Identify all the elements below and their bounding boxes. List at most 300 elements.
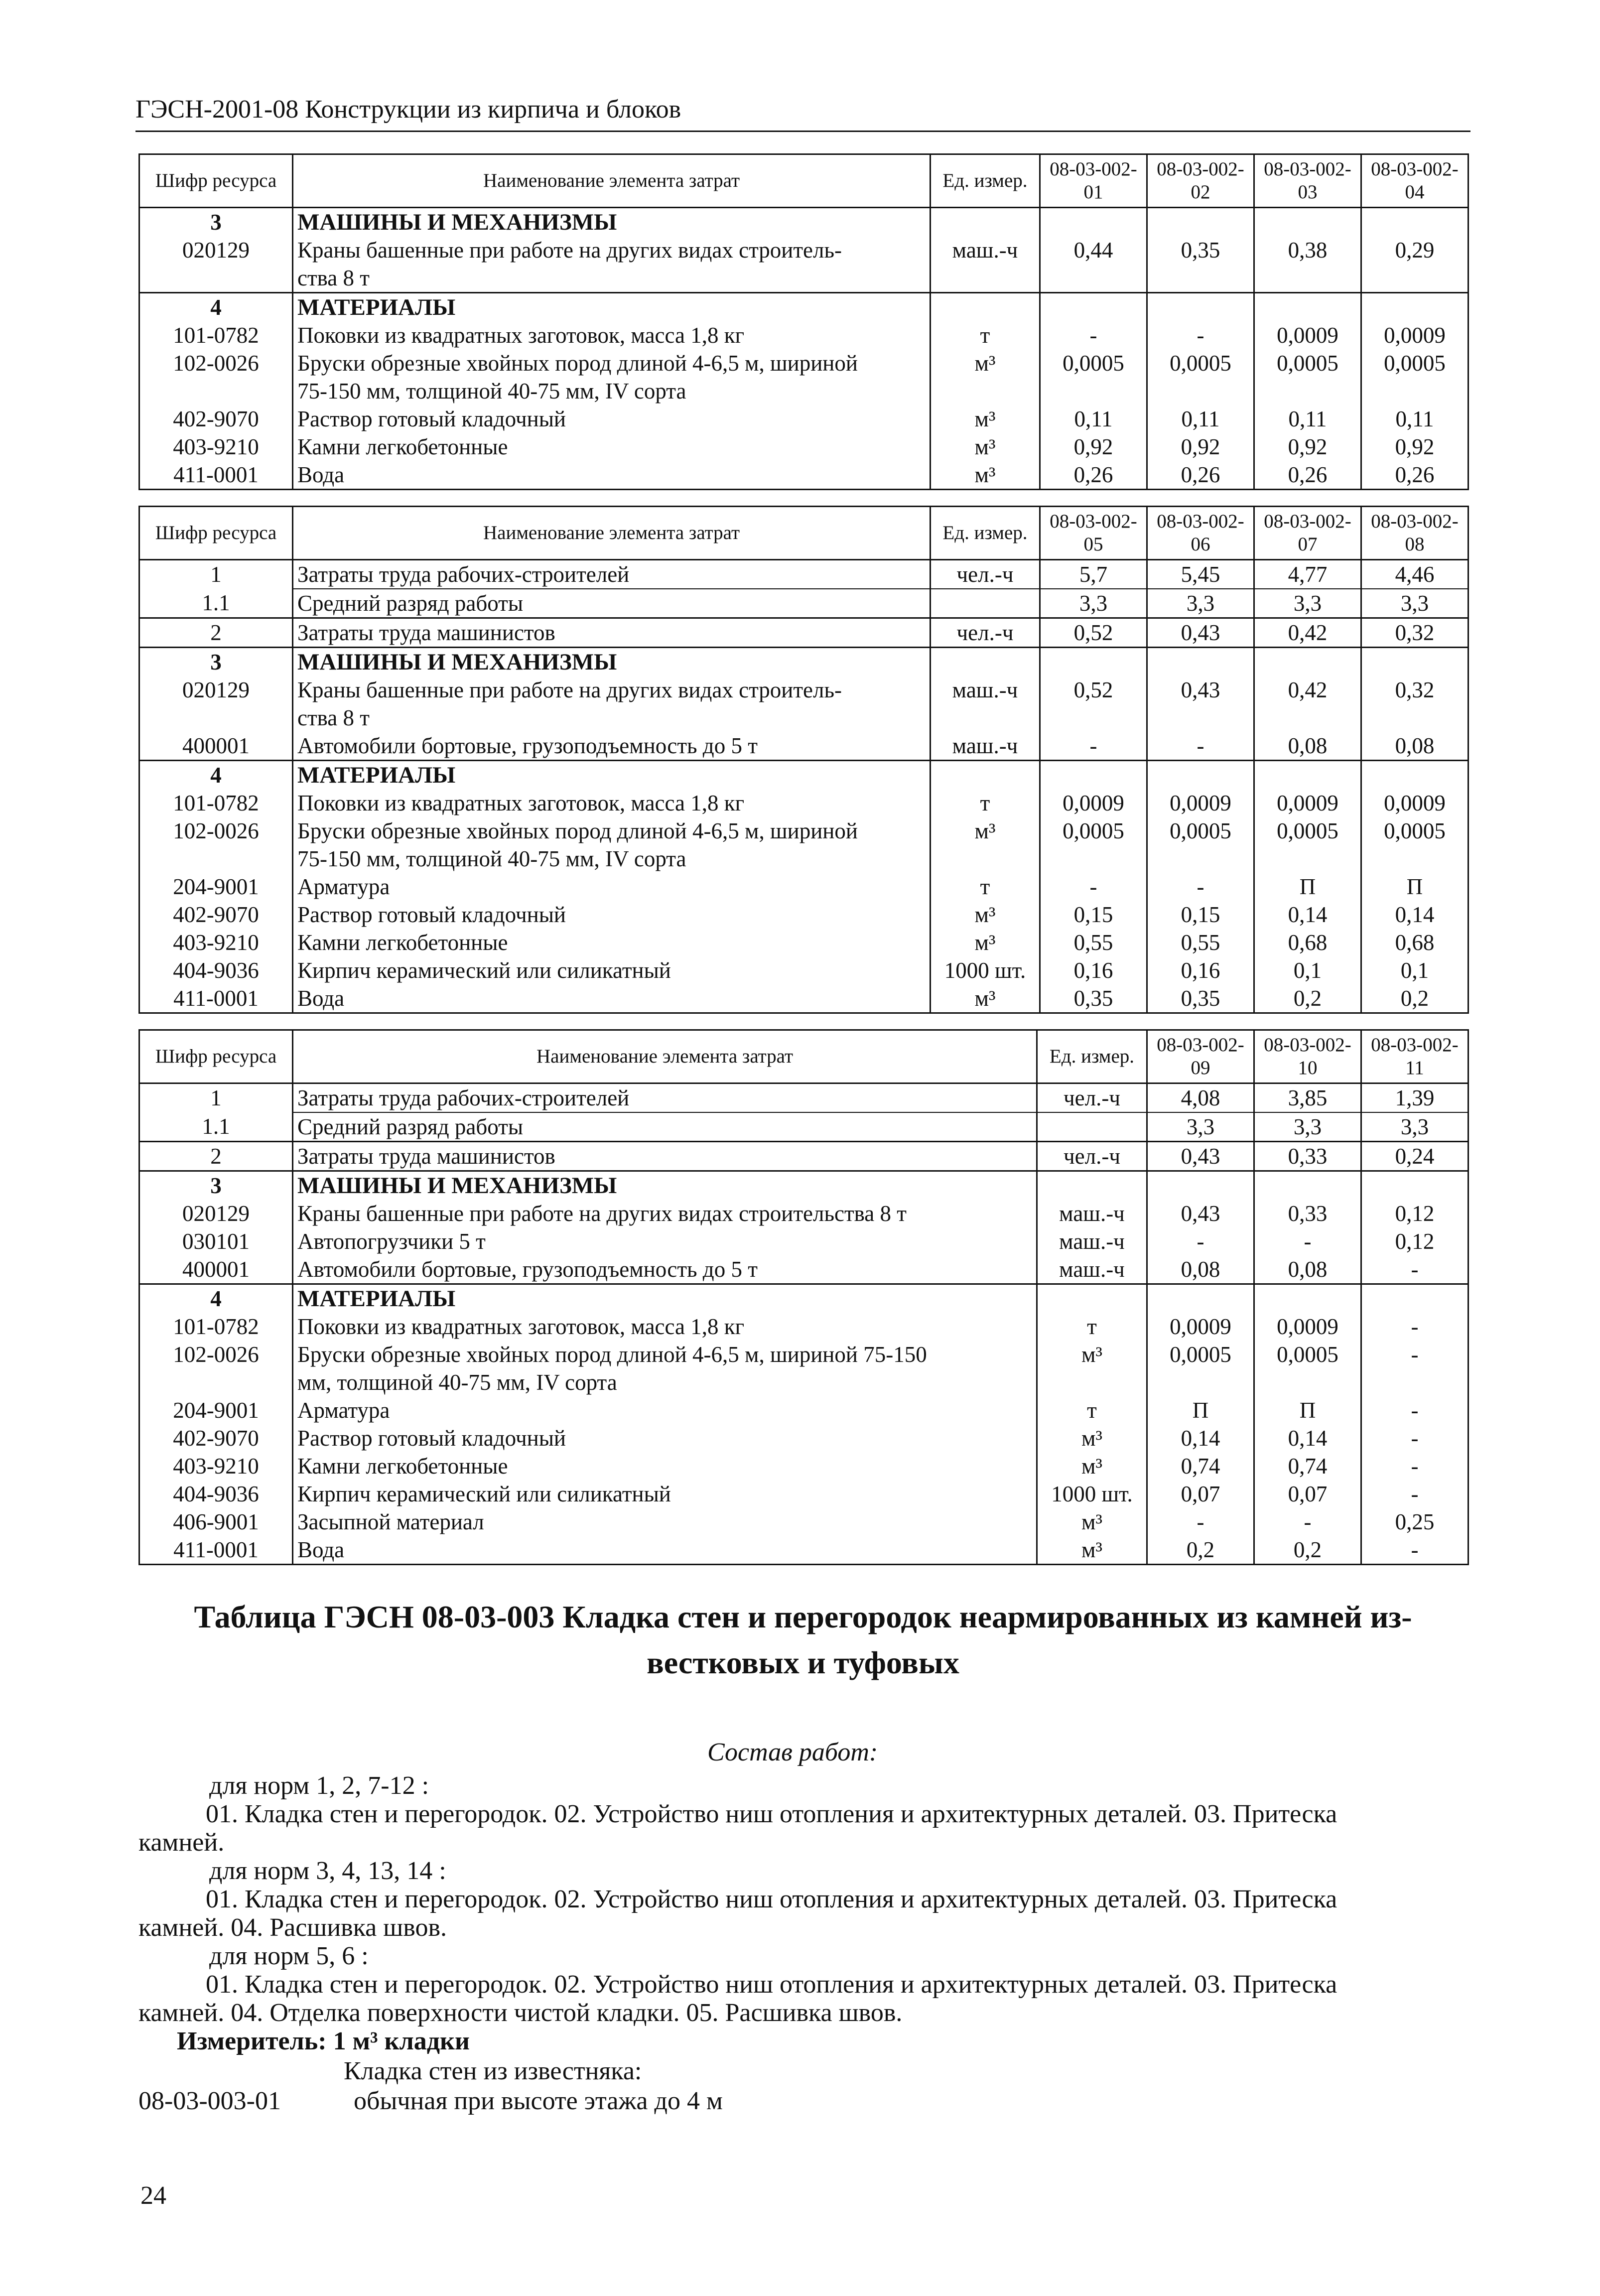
value-cell: - xyxy=(1361,1536,1468,1565)
resource-code-cell xyxy=(139,1368,293,1396)
resource-code-cell xyxy=(139,845,293,873)
resource-name-cell: Автомобили бортовые, грузоподъемность до 5 т xyxy=(293,732,931,761)
resource-code-cell: 4 xyxy=(139,293,293,322)
value-cell: 0,43 xyxy=(1147,1142,1254,1171)
resource-name-cell: 75-150 мм, толщиной 40-75 мм, IV сорта xyxy=(293,845,931,873)
value-cell: 0,0009 xyxy=(1254,789,1361,817)
value-cell: - xyxy=(1361,1341,1468,1368)
value-cell: 0,11 xyxy=(1040,405,1147,433)
resource-code-cell: 102-0026 xyxy=(139,1341,293,1368)
unit-cell: м³ xyxy=(931,349,1040,377)
value-cell: 0,2 xyxy=(1254,984,1361,1013)
value-cell: 0,92 xyxy=(1040,433,1147,461)
table-row xyxy=(139,1313,1468,1341)
resource-name-cell: Камни легкобетонные xyxy=(293,1452,1037,1480)
resource-name-cell: МАШИНЫ И МЕХАНИЗМЫ xyxy=(293,648,931,676)
value-cell: 0,29 xyxy=(1361,236,1468,264)
unit-cell xyxy=(1037,1171,1147,1200)
unit-cell: м³ xyxy=(931,901,1040,929)
value-cell: 0,1 xyxy=(1361,956,1468,984)
unit-cell: чел.-ч xyxy=(931,618,1040,648)
value-cell: 1,39 xyxy=(1361,1083,1468,1113)
table-row xyxy=(139,1142,1468,1171)
resource-code-cell: 101-0782 xyxy=(139,1313,293,1341)
value-cell: - xyxy=(1361,1424,1468,1452)
value-cell: 0,14 xyxy=(1254,1424,1361,1452)
resource-code-cell: 3 xyxy=(139,648,293,676)
resource-code-cell: 204-9001 xyxy=(139,1396,293,1424)
table-row xyxy=(139,405,1468,433)
resource-code-cell: 1.1 xyxy=(139,1112,293,1142)
resource-code-cell: 406-9001 xyxy=(139,1508,293,1536)
value-cell: 0,08 xyxy=(1254,732,1361,761)
table-title-line-2: вестковых и туфовых xyxy=(647,1645,959,1680)
value-cell: 0,11 xyxy=(1147,405,1254,433)
table-row xyxy=(139,461,1468,490)
table-row xyxy=(139,817,1468,845)
table-row xyxy=(139,1452,1468,1480)
table-row xyxy=(139,1536,1468,1565)
table-row xyxy=(139,377,1468,405)
resource-name-cell: Арматура xyxy=(293,873,931,901)
value-cell: 0,92 xyxy=(1361,433,1468,461)
value-cell: 0,16 xyxy=(1147,956,1254,984)
value-cell xyxy=(1254,1368,1361,1396)
value-cell: 0,0005 xyxy=(1254,1341,1361,1368)
value-cell: 0,07 xyxy=(1254,1480,1361,1508)
column-header-name: Наименование элемента затрат xyxy=(293,507,931,560)
value-cell: 0,92 xyxy=(1147,433,1254,461)
resource-name-cell: мм, толщиной 40-75 мм, IV сорта xyxy=(293,1368,1037,1396)
resource-name-cell: Автопогрузчики 5 т xyxy=(293,1227,1037,1255)
unit-cell xyxy=(1037,1368,1147,1396)
table-row xyxy=(139,560,1468,589)
value-cell: 0,1 xyxy=(1254,956,1361,984)
resource-name-cell: Затраты труда машинистов xyxy=(293,1142,1037,1171)
value-cell xyxy=(1040,264,1147,293)
value-cell: 0,55 xyxy=(1147,929,1254,956)
resource-code-cell: 403-9210 xyxy=(139,433,293,461)
section-row xyxy=(139,648,1468,676)
value-cell: 0,0005 xyxy=(1040,817,1147,845)
norm-code: 08-03-003-01 xyxy=(138,2087,281,2115)
value-cell xyxy=(1361,1284,1468,1313)
resource-name-cell: Краны башенные при работе на других видах строитель- xyxy=(293,236,931,264)
group-3-label: для норм 5, 6 : xyxy=(209,1942,369,1970)
unit-cell: м³ xyxy=(1037,1341,1147,1368)
value-cell xyxy=(1147,1171,1254,1200)
unit-cell xyxy=(931,589,1040,618)
table-row xyxy=(139,1112,1468,1142)
resource-name-cell: Раствор готовый кладочный xyxy=(293,405,931,433)
unit-cell: м³ xyxy=(1037,1424,1147,1452)
unit-cell: чел.-ч xyxy=(1037,1083,1147,1113)
resource-code-cell: 2 xyxy=(139,618,293,648)
resource-code-cell: 101-0782 xyxy=(139,321,293,349)
resource-name-cell: МАТЕРИАЛЫ xyxy=(293,293,931,322)
norm-description: обычная при высоте этажа до 4 м xyxy=(354,2087,723,2115)
measure-label: Измеритель: xyxy=(177,2027,327,2055)
value-cell: 0,14 xyxy=(1147,1424,1254,1452)
value-cell: 0,0009 xyxy=(1361,789,1468,817)
group-3-line-2: камней. 04. Отделка поверхности чистой кладки. 05. Расшивка швов. xyxy=(138,1999,903,2027)
resource-name-cell: Краны башенные при работе на других видах строительства 8 т xyxy=(293,1200,1037,1227)
value-cell: 0,0005 xyxy=(1254,349,1361,377)
table-row xyxy=(139,956,1468,984)
resource-name-cell: Вода xyxy=(293,984,931,1013)
resource-code-cell xyxy=(139,704,293,732)
value-cell: 3,3 xyxy=(1040,589,1147,618)
resource-code-cell: 411-0001 xyxy=(139,461,293,490)
resource-code-cell: 3 xyxy=(139,208,293,237)
value-cell: 0,32 xyxy=(1361,618,1468,648)
resource-code-cell: 102-0026 xyxy=(139,349,293,377)
section-row xyxy=(139,1171,1468,1200)
unit-cell: м³ xyxy=(931,405,1040,433)
value-cell: П xyxy=(1147,1396,1254,1424)
value-cell: - xyxy=(1040,321,1147,349)
value-cell xyxy=(1361,293,1468,322)
value-cell xyxy=(1361,761,1468,790)
resource-code-cell: 1.1 xyxy=(139,589,293,618)
value-cell: 0,92 xyxy=(1254,433,1361,461)
value-cell xyxy=(1040,648,1147,676)
resource-table-1 xyxy=(138,153,1469,490)
table-row xyxy=(139,1083,1468,1113)
value-cell: 0,43 xyxy=(1147,618,1254,648)
table-row xyxy=(139,264,1468,293)
value-cell xyxy=(1040,845,1147,873)
value-cell xyxy=(1040,704,1147,732)
value-cell: 0,26 xyxy=(1361,461,1468,490)
resource-code-cell: 020129 xyxy=(139,1200,293,1227)
value-cell: 0,08 xyxy=(1361,732,1468,761)
value-cell: 0,0009 xyxy=(1254,321,1361,349)
resource-code-cell: 411-0001 xyxy=(139,984,293,1013)
resource-name-cell: Вода xyxy=(293,461,931,490)
value-cell: 5,7 xyxy=(1040,560,1147,589)
value-cell: 0,0009 xyxy=(1361,321,1468,349)
unit-cell: маш.-ч xyxy=(931,236,1040,264)
unit-cell: м³ xyxy=(1037,1508,1147,1536)
value-cell xyxy=(1254,293,1361,322)
value-cell xyxy=(1254,648,1361,676)
column-header-unit: Ед. измер. xyxy=(931,507,1040,560)
resource-code-cell: 400001 xyxy=(139,732,293,761)
section-row xyxy=(139,208,1468,237)
value-cell: 3,3 xyxy=(1147,1112,1254,1142)
value-cell: 0,2 xyxy=(1147,1536,1254,1565)
table-row xyxy=(139,1368,1468,1396)
value-cell: 0,07 xyxy=(1147,1480,1254,1508)
table-row xyxy=(139,732,1468,761)
table-row xyxy=(139,321,1468,349)
resource-code-cell: 402-9070 xyxy=(139,901,293,929)
group-2-line-1: 01. Кладка стен и перегородок. 02. Устройство ниш отопления и архитектурных деталей. 03. Притеска xyxy=(206,1885,1337,1913)
table-title xyxy=(135,1594,1470,1686)
table-row xyxy=(139,1227,1468,1255)
unit-cell: м³ xyxy=(931,984,1040,1013)
value-cell: 0,0005 xyxy=(1361,817,1468,845)
resource-code-cell: 102-0026 xyxy=(139,817,293,845)
resource-code-cell: 1 xyxy=(139,560,293,589)
value-cell: 0,0009 xyxy=(1147,1313,1254,1341)
resource-name-cell: Средний разряд работы xyxy=(293,1112,1037,1142)
section-row xyxy=(139,1284,1468,1313)
resource-name-cell: МАТЕРИАЛЫ xyxy=(293,761,931,790)
value-cell: 0,74 xyxy=(1147,1452,1254,1480)
value-cell xyxy=(1147,1368,1254,1396)
value-cell: 3,3 xyxy=(1361,589,1468,618)
value-cell: - xyxy=(1147,873,1254,901)
unit-cell: чел.-ч xyxy=(1037,1142,1147,1171)
resource-code-cell xyxy=(139,264,293,293)
resource-name-cell: Краны башенные при работе на других видах строитель- xyxy=(293,676,931,704)
unit-cell xyxy=(931,845,1040,873)
table-row xyxy=(139,676,1468,704)
value-cell: - xyxy=(1361,1396,1468,1424)
resource-name-cell: Автомобили бортовые, грузоподъемность до 5 т xyxy=(293,1255,1037,1284)
section-row xyxy=(139,761,1468,790)
value-cell: 0,14 xyxy=(1254,901,1361,929)
column-header-norm: 08-03-002-01 xyxy=(1040,154,1147,208)
value-cell: 0,68 xyxy=(1361,929,1468,956)
table-title-line-1: Таблица ГЭСН 08-03-003 Кладка стен и перегородок неармированных из камней из- xyxy=(194,1599,1412,1634)
column-header-unit: Ед. измер. xyxy=(931,154,1040,208)
value-cell: 3,3 xyxy=(1254,1112,1361,1142)
value-cell xyxy=(1254,1171,1361,1200)
resource-code-cell: 2 xyxy=(139,1142,293,1171)
group-1-line-1: 01. Кладка стен и перегородок. 02. Устройство ниш отопления и архитектурных деталей. 03. Притеска xyxy=(206,1800,1337,1828)
value-cell: 0,2 xyxy=(1254,1536,1361,1565)
table-row xyxy=(139,1508,1468,1536)
value-cell: 0,14 xyxy=(1361,901,1468,929)
value-cell xyxy=(1254,704,1361,732)
value-cell: 0,24 xyxy=(1361,1142,1468,1171)
resource-code-cell: 404-9036 xyxy=(139,956,293,984)
value-cell xyxy=(1254,761,1361,790)
table-row xyxy=(139,845,1468,873)
value-cell: 0,33 xyxy=(1254,1142,1361,1171)
column-header-norm: 08-03-002-10 xyxy=(1254,1030,1361,1083)
column-header-norm: 08-03-002-07 xyxy=(1254,507,1361,560)
column-header-name: Наименование элемента затрат xyxy=(293,154,931,208)
table-header-row xyxy=(139,154,1468,208)
unit-cell: м³ xyxy=(931,817,1040,845)
column-header-norm: 08-03-002-08 xyxy=(1361,507,1468,560)
group-2-label: для норм 3, 4, 13, 14 : xyxy=(209,1857,446,1885)
resource-name-cell: Поковки из квадратных заготовок, масса 1,8 кг xyxy=(293,789,931,817)
unit-cell xyxy=(931,208,1040,237)
unit-cell: маш.-ч xyxy=(931,676,1040,704)
resource-name-cell: Затраты труда рабочих-строителей xyxy=(293,560,931,589)
value-cell: 4,46 xyxy=(1361,560,1468,589)
value-cell: - xyxy=(1040,732,1147,761)
resource-code-cell: 403-9210 xyxy=(139,929,293,956)
value-cell xyxy=(1147,377,1254,405)
value-cell xyxy=(1254,1284,1361,1313)
value-cell: П xyxy=(1254,1396,1361,1424)
column-header-norm: 08-03-002-05 xyxy=(1040,507,1147,560)
value-cell: - xyxy=(1040,873,1147,901)
value-cell: 0,0005 xyxy=(1147,1341,1254,1368)
resource-name-cell: Бруски обрезные хвойных пород длиной 4-6,5 м, шириной xyxy=(293,817,931,845)
resource-name-cell: Затраты труда машинистов xyxy=(293,618,931,648)
column-header-norm: 08-03-002-06 xyxy=(1147,507,1254,560)
value-cell: 0,35 xyxy=(1147,236,1254,264)
value-cell: 3,85 xyxy=(1254,1083,1361,1113)
value-cell: 0,0005 xyxy=(1147,349,1254,377)
unit-cell: маш.-ч xyxy=(1037,1227,1147,1255)
resource-code-cell: 403-9210 xyxy=(139,1452,293,1480)
table-row xyxy=(139,349,1468,377)
table-row xyxy=(139,1480,1468,1508)
work-composition-heading: Состав работ: xyxy=(707,1738,878,1766)
table-row xyxy=(139,984,1468,1013)
value-cell xyxy=(1254,845,1361,873)
column-header-norm: 08-03-002-04 xyxy=(1361,154,1468,208)
value-cell: 0,26 xyxy=(1040,461,1147,490)
column-header-norm: 08-03-002-09 xyxy=(1147,1030,1254,1083)
resource-code-cell: 411-0001 xyxy=(139,1536,293,1565)
group-1-line-2: камней. xyxy=(138,1828,225,1857)
value-cell xyxy=(1147,1284,1254,1313)
value-cell: 0,26 xyxy=(1254,461,1361,490)
column-header-norm: 08-03-002-11 xyxy=(1361,1030,1468,1083)
value-cell: 0,11 xyxy=(1361,405,1468,433)
resource-code-cell: 404-9036 xyxy=(139,1480,293,1508)
value-cell: 0,2 xyxy=(1361,984,1468,1013)
value-cell xyxy=(1361,704,1468,732)
value-cell xyxy=(1040,208,1147,237)
value-cell xyxy=(1040,293,1147,322)
resource-name-cell: МАШИНЫ И МЕХАНИЗМЫ xyxy=(293,208,931,237)
value-cell xyxy=(1040,761,1147,790)
resource-name-cell: Арматура xyxy=(293,1396,1037,1424)
value-cell: 0,55 xyxy=(1040,929,1147,956)
value-cell: 0,0005 xyxy=(1254,817,1361,845)
table-header-row xyxy=(139,507,1468,560)
value-cell xyxy=(1254,208,1361,237)
resource-name-cell: Засыпной материал xyxy=(293,1508,1037,1536)
column-header-unit: Ед. измер. xyxy=(1037,1030,1147,1083)
unit-cell xyxy=(931,377,1040,405)
resource-table-2 xyxy=(138,506,1469,1014)
unit-cell: м³ xyxy=(931,433,1040,461)
value-cell: - xyxy=(1361,1313,1468,1341)
resource-code-cell: 020129 xyxy=(139,236,293,264)
unit-cell: чел.-ч xyxy=(931,560,1040,589)
value-cell xyxy=(1147,264,1254,293)
resource-name-cell: 75-150 мм, толщиной 40-75 мм, IV сорта xyxy=(293,377,931,405)
unit-cell xyxy=(1037,1112,1147,1142)
unit-cell: т xyxy=(931,873,1040,901)
measure-value: 1 м³ кладки xyxy=(333,2027,470,2055)
unit-cell: т xyxy=(931,321,1040,349)
value-cell: 0,43 xyxy=(1147,676,1254,704)
value-cell: 0,15 xyxy=(1147,901,1254,929)
table-row xyxy=(139,236,1468,264)
value-cell: 0,26 xyxy=(1147,461,1254,490)
value-cell: - xyxy=(1361,1452,1468,1480)
resource-name-cell: Бруски обрезные хвойных пород длиной 4-6,5 м, шириной 75-150 xyxy=(293,1341,1037,1368)
value-cell xyxy=(1361,648,1468,676)
value-cell: 0,35 xyxy=(1147,984,1254,1013)
unit-cell: м³ xyxy=(1037,1452,1147,1480)
value-cell xyxy=(1361,377,1468,405)
value-cell: 0,0005 xyxy=(1361,349,1468,377)
value-cell: 0,16 xyxy=(1040,956,1147,984)
column-header-norm: 08-03-002-02 xyxy=(1147,154,1254,208)
resource-code-cell: 101-0782 xyxy=(139,789,293,817)
resource-code-cell: 3 xyxy=(139,1171,293,1200)
value-cell: - xyxy=(1147,321,1254,349)
table-row xyxy=(139,1396,1468,1424)
resource-table-3 xyxy=(138,1029,1469,1565)
value-cell: 3,3 xyxy=(1361,1112,1468,1142)
value-cell: 0,12 xyxy=(1361,1200,1468,1227)
value-cell: 0,0009 xyxy=(1254,1313,1361,1341)
value-cell: 0,0005 xyxy=(1040,349,1147,377)
value-cell: 0,38 xyxy=(1254,236,1361,264)
value-cell xyxy=(1254,264,1361,293)
unit-cell: м³ xyxy=(931,461,1040,490)
value-cell: 0,33 xyxy=(1254,1200,1361,1227)
value-cell: 5,45 xyxy=(1147,560,1254,589)
value-cell: 0,68 xyxy=(1254,929,1361,956)
table-row xyxy=(139,1341,1468,1368)
unit-cell xyxy=(931,648,1040,676)
value-cell xyxy=(1147,845,1254,873)
resource-code-cell: 204-9001 xyxy=(139,873,293,901)
resource-name-cell: МАТЕРИАЛЫ xyxy=(293,1284,1037,1313)
resource-name-cell: ства 8 т xyxy=(293,264,931,293)
resource-code-cell: 4 xyxy=(139,761,293,790)
value-cell: 4,77 xyxy=(1254,560,1361,589)
section-row xyxy=(139,293,1468,322)
table-row xyxy=(139,433,1468,461)
resource-name-cell: Поковки из квадратных заготовок, масса 1,8 кг xyxy=(293,1313,1037,1341)
resource-code-cell: 030101 xyxy=(139,1227,293,1255)
resource-name-cell: Поковки из квадратных заготовок, масса 1,8 кг xyxy=(293,321,931,349)
value-cell: 0,74 xyxy=(1254,1452,1361,1480)
page-header: ГЭСН-2001-08 Конструкции из кирпича и блоков xyxy=(135,95,681,124)
unit-cell: маш.-ч xyxy=(1037,1200,1147,1227)
value-cell xyxy=(1361,1171,1468,1200)
value-cell: 0,44 xyxy=(1040,236,1147,264)
value-cell: 0,11 xyxy=(1254,405,1361,433)
unit-cell xyxy=(931,264,1040,293)
table-row xyxy=(139,1200,1468,1227)
resource-name-cell: Раствор готовый кладочный xyxy=(293,901,931,929)
resource-name-cell: Кирпич керамический или силикатный xyxy=(293,956,931,984)
value-cell xyxy=(1361,1368,1468,1396)
group-3-line-1: 01. Кладка стен и перегородок. 02. Устройство ниш отопления и архитектурных деталей. 03. Притеска xyxy=(206,1970,1337,1999)
value-cell: 0,12 xyxy=(1361,1227,1468,1255)
value-cell xyxy=(1147,648,1254,676)
table-row xyxy=(139,1255,1468,1284)
unit-cell: м³ xyxy=(1037,1536,1147,1565)
header-rule xyxy=(135,131,1470,132)
unit-cell: 1000 шт. xyxy=(1037,1480,1147,1508)
value-cell: - xyxy=(1147,732,1254,761)
value-cell: - xyxy=(1147,1227,1254,1255)
unit-cell: т xyxy=(1037,1396,1147,1424)
unit-cell xyxy=(931,704,1040,732)
unit-cell xyxy=(931,761,1040,790)
measure-line xyxy=(177,2026,470,2056)
value-cell: 0,42 xyxy=(1254,676,1361,704)
